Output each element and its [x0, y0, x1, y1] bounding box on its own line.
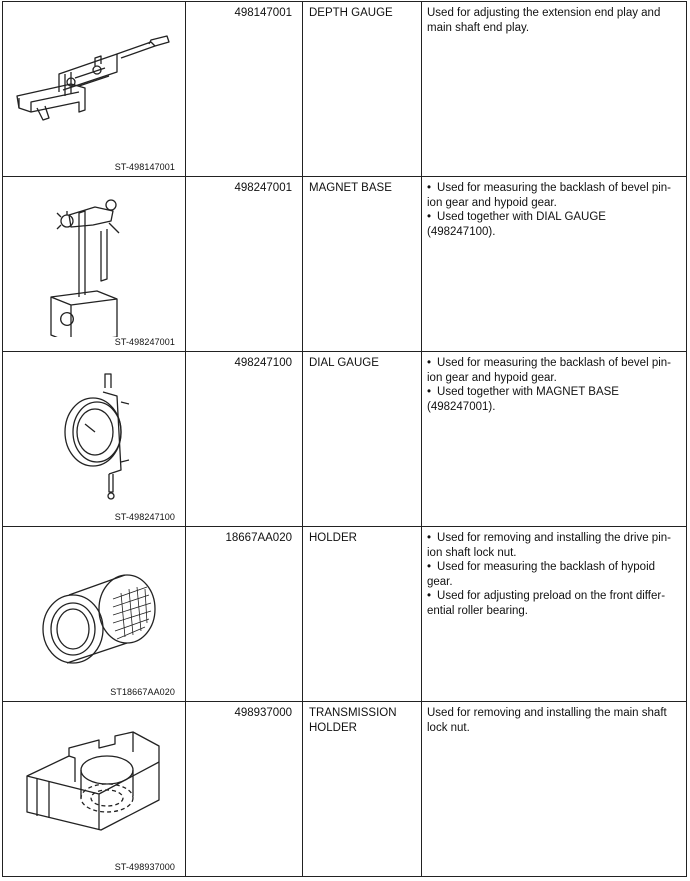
- tool-name: HOLDER: [303, 527, 422, 702]
- tool-image-cell: [3, 2, 186, 177]
- table-row: [3, 527, 687, 702]
- magnet-base-icon: [9, 187, 179, 337]
- part-number: 498247100: [186, 352, 303, 527]
- dial-gauge-icon: [9, 362, 179, 512]
- tool-image-cell: [3, 352, 186, 527]
- holder-socket-icon: [9, 537, 179, 687]
- table-row: [3, 352, 687, 527]
- tool-remarks: Used for adjusting the extension end play and main shaft end play.: [422, 2, 687, 177]
- transmission-holder-icon: [9, 712, 179, 862]
- tool-image-cell: [3, 702, 186, 877]
- tool-image-code: ST-498937000: [114, 861, 175, 872]
- tool-remarks: • Used for measuring the backlash of bevel pin- ion gear and hypoid gear. • Used together with DIAL GAUGE (498247100).: [422, 177, 687, 352]
- tool-image-cell: [3, 527, 186, 702]
- tool-image-code: ST-498247100: [114, 511, 175, 522]
- tool-remarks: • Used for removing and installing the drive pin- ion shaft lock nut. • Used for measuring the backlash of hypoid gear. • Used for adjusting preload on the front differ- ential roller bearing.: [422, 527, 687, 702]
- tool-name: TRANSMISSION HOLDER: [303, 702, 422, 877]
- depth-gauge-icon: [9, 12, 179, 152]
- tool-image-cell: [3, 177, 186, 352]
- tool-remarks: • Used for measuring the backlash of bevel pin- ion gear and hypoid gear. • Used together with MAGNET BASE (498247001).: [422, 352, 687, 527]
- table-row: [3, 177, 687, 352]
- tool-image-code: ST-498147001: [114, 161, 175, 172]
- table-row: [3, 702, 687, 877]
- tool-name: DIAL GAUGE: [303, 352, 422, 527]
- part-number: 498937000: [186, 702, 303, 877]
- tool-image-code: ST-498247001: [114, 336, 175, 347]
- table-row: [3, 2, 687, 177]
- tool-remarks: Used for removing and installing the main shaft lock nut.: [422, 702, 687, 877]
- part-number: 498247001: [186, 177, 303, 352]
- part-number: 498147001: [186, 2, 303, 177]
- tool-name: MAGNET BASE: [303, 177, 422, 352]
- tool-name: DEPTH GAUGE: [303, 2, 422, 177]
- part-number: 18667AA020: [186, 527, 303, 702]
- tool-image-code: ST18667AA020: [110, 686, 175, 697]
- special-tools-table: [2, 1, 687, 877]
